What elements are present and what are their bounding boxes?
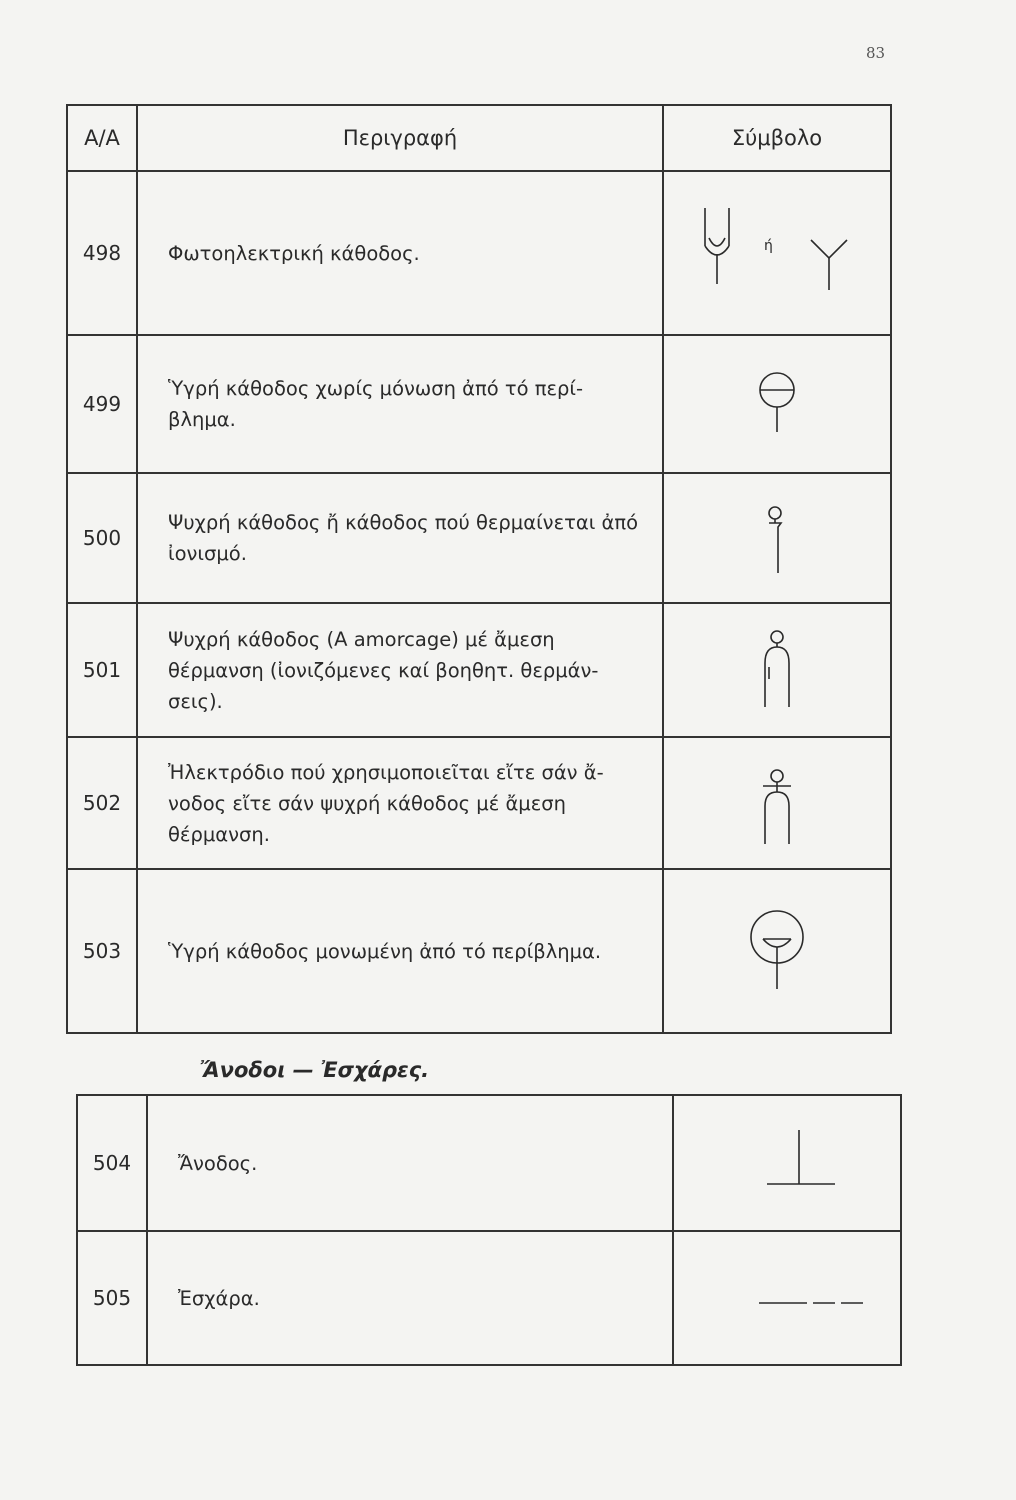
- row-description: Ἄνοδος.: [147, 1095, 673, 1231]
- header-description: Περιγραφή: [137, 105, 663, 171]
- anodes-grids-table: [76, 1094, 902, 1366]
- table-row: [67, 335, 891, 473]
- table-row: [67, 869, 891, 1033]
- anode-or-cold-cathode-symbol: [747, 748, 807, 858]
- cold-cathode-symbol: [747, 483, 807, 593]
- table-row: [77, 1231, 901, 1365]
- table-row: [67, 737, 891, 869]
- header-symbol: Σύμβολο: [663, 105, 891, 171]
- or-label: ή: [764, 238, 773, 254]
- row-number: 499: [67, 335, 137, 473]
- row-number: 504: [77, 1095, 147, 1231]
- table-row: [67, 603, 891, 737]
- row-description: Ψυχρή κάθοδος (Α amorcage) μέ ἄμεση θέρμανση (ἰονιζόμενες καί βοηθητ. θερμάν-σεις).: [137, 603, 663, 737]
- table-row: [67, 171, 891, 335]
- table-row: [67, 473, 891, 603]
- table-row: [77, 1095, 901, 1231]
- cold-cathode-direct-heating-symbol: [747, 615, 807, 725]
- photocathode-symbol: [687, 198, 867, 308]
- table-header-row: [67, 105, 891, 171]
- row-number: 500: [67, 473, 137, 603]
- section-title: Ἄνοδοι — Ἐσχάρες.: [200, 1058, 430, 1082]
- row-description: Ἐσχάρα.: [147, 1231, 673, 1365]
- row-description: Ἠλεκτρόδιο πού χρησιμοποιεῖται εἴτε σάν ἄ-νοδος εἴτε σάν ψυχρή κάθοδος μέ ἄμεση θέρμανση.: [137, 737, 663, 869]
- row-description: Φωτοηλεκτρική κάθοδος.: [137, 171, 663, 335]
- row-number: 505: [77, 1231, 147, 1365]
- row-description: Ὑγρή κάθοδος χωρίς μόνωση ἀπό τό περί-βλημα.: [137, 335, 663, 473]
- liquid-cathode-uninsulated-symbol: [747, 354, 807, 454]
- row-number: 502: [67, 737, 137, 869]
- row-number: 503: [67, 869, 137, 1033]
- liquid-cathode-insulated-symbol: [737, 891, 817, 1011]
- row-number: 501: [67, 603, 137, 737]
- header-aa: A/A: [67, 105, 137, 171]
- row-number: 498: [67, 171, 137, 335]
- row-description: Ψυχρή κάθοδος ἤ κάθοδος πού θερμαίνεται ἀπό ἰονισμό.: [137, 473, 663, 603]
- page-number: 83: [866, 44, 886, 62]
- symbols-table: [66, 104, 892, 1034]
- grid-symbol: [687, 1243, 887, 1353]
- row-description: Ὑγρή κάθοδος μονωμένη ἀπό τό περίβλημα.: [137, 869, 663, 1033]
- anode-symbol: [687, 1108, 887, 1218]
